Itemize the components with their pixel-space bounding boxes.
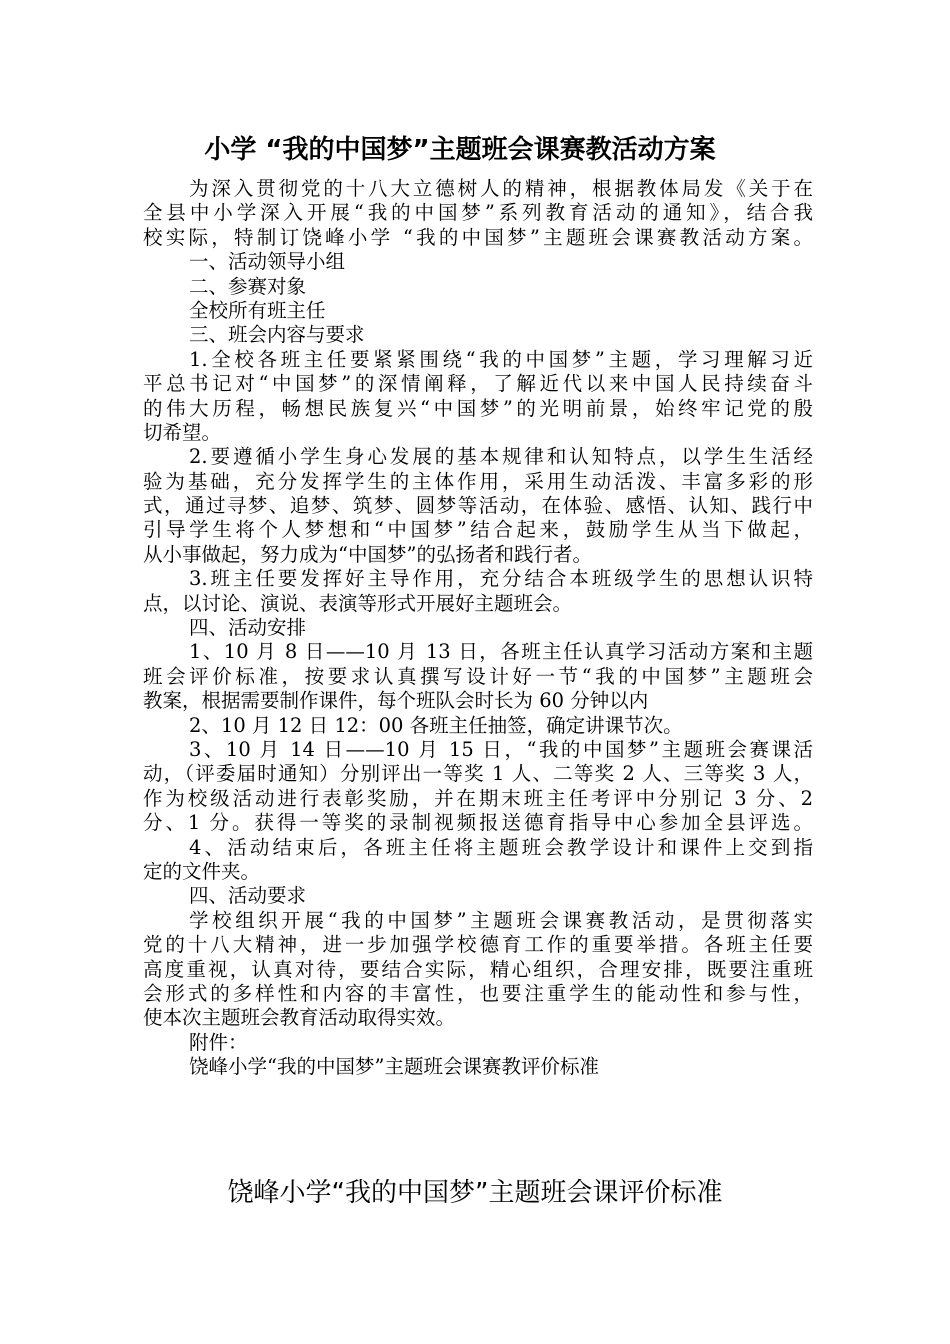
body-line: 二、参赛对象 [189, 274, 307, 298]
body-line: 附件： [189, 1030, 248, 1054]
body-line: 党的十八大精神，进一步加强学校德育工作的重要举措。各班主任要 [143, 933, 813, 957]
body-line: 会形式的多样性和内容的丰富性，也要注重学生的能动性和参与性， [143, 981, 813, 1005]
body-line: 使本次主题班会教育活动取得实效。 [143, 1006, 456, 1030]
body-line: 为深入贯彻党的十八大立德树人的精神，根据教体局发《关于在 [189, 177, 813, 200]
body-line: 分、1 分。获得一等奖的录制视频报送德育指导中心参加全县评选。 [143, 811, 813, 835]
body-line: 作为校级活动进行表彰奖励，并在期末班主任考评中分别记 3 分、2 [143, 786, 813, 810]
body-line: 全校所有班主任 [189, 298, 326, 322]
body-line: 三、班会内容与要求 [189, 323, 365, 347]
body-line: 四、活动安排 [189, 616, 307, 640]
body-line: 的伟大历程，畅想民族复兴“中国梦”的光明前景，始终牢记党的殷 [143, 396, 813, 420]
body-line: 引导学生将个人梦想和“中国梦”结合起来，鼓励学生从当下做起， [143, 518, 813, 542]
body-line: 3、10 月 14 日——10 月 15 日，“我的中国梦”主题班会赛课活 [189, 737, 813, 761]
body-line: 切希望。 [143, 420, 222, 444]
document-title: 小学 “我的中国梦”主题班会课赛教活动方案 [204, 135, 716, 165]
body-line: 全县中小学深入开展“我的中国梦”系列教育活动的通知》，结合我 [143, 201, 813, 225]
body-line: 班会评价标准，按要求认真撰写设计好一节“我的中国梦”主题班会 [143, 664, 813, 688]
appendix-title: 饶峰小学“我的中国梦”主题班会课评价标准 [227, 1178, 723, 1208]
body-line: 动，（评委届时通知）分别评出一等奖 1 人、二等奖 2 人、三等奖 3 人， [143, 762, 813, 786]
body-line: 一、活动领导小组 [189, 250, 346, 274]
body-line: 式，通过寻梦、追梦、筑梦、圆梦等活动，在体验、感悟、认知、践行中 [143, 494, 813, 518]
body-line: 2.要遵循小学生身心发展的基本规律和认知特点，以学生生活经 [189, 445, 813, 469]
body-line: 点，以讨论、演说、表演等形式开展好主题班会。 [143, 591, 573, 615]
body-line: 学校组织开展“我的中国梦”主题班会课赛教活动，是贯彻落实 [189, 908, 813, 932]
body-line: 从小事做起，努力成为“中国梦”的弘扬者和践行者。 [143, 542, 592, 566]
document-body [143, 177, 813, 1079]
body-line: 饶峰小学“我的中国梦”主题班会课赛教评价标准 [189, 1055, 599, 1079]
body-line: 高度重视，认真对待，要结合实际，精心组织，合理安排，既要注重班 [143, 957, 813, 981]
body-line: 1.全校各班主任要紧紧围绕“我的中国梦”主题，学习理解习近 [189, 347, 813, 371]
body-line: 2、10 月 12 日 12：00 各班主任抽签，确定讲课节次。 [189, 713, 683, 737]
body-line: 定的文件夹。 [143, 859, 261, 883]
body-line: 教案，根据需要制作课件，每个班队会时长为 60 分钟以内 [143, 689, 649, 713]
body-line: 四、活动要求 [189, 884, 307, 908]
body-line: 校实际，特制订饶峰小学 “我的中国梦”主题班会课赛教活动方案。 [143, 225, 813, 249]
body-line: 平总书记对“中国梦”的深情阐释，了解近代以来中国人民持续奋斗 [143, 372, 813, 396]
body-line: 3.班主任要发挥好主导作用，充分结合本班级学生的思想认识特 [189, 567, 813, 591]
body-line: 1、10 月 8 日——10 月 13 日，各班主任认真学习活动方案和主题 [189, 640, 813, 664]
body-line: 4、活动结束后，各班主任将主题班会教学设计和课件上交到指 [189, 835, 813, 859]
body-line: 验为基础，充分发挥学生的主体作用，采用生动活泼、丰富多彩的形 [143, 469, 813, 493]
